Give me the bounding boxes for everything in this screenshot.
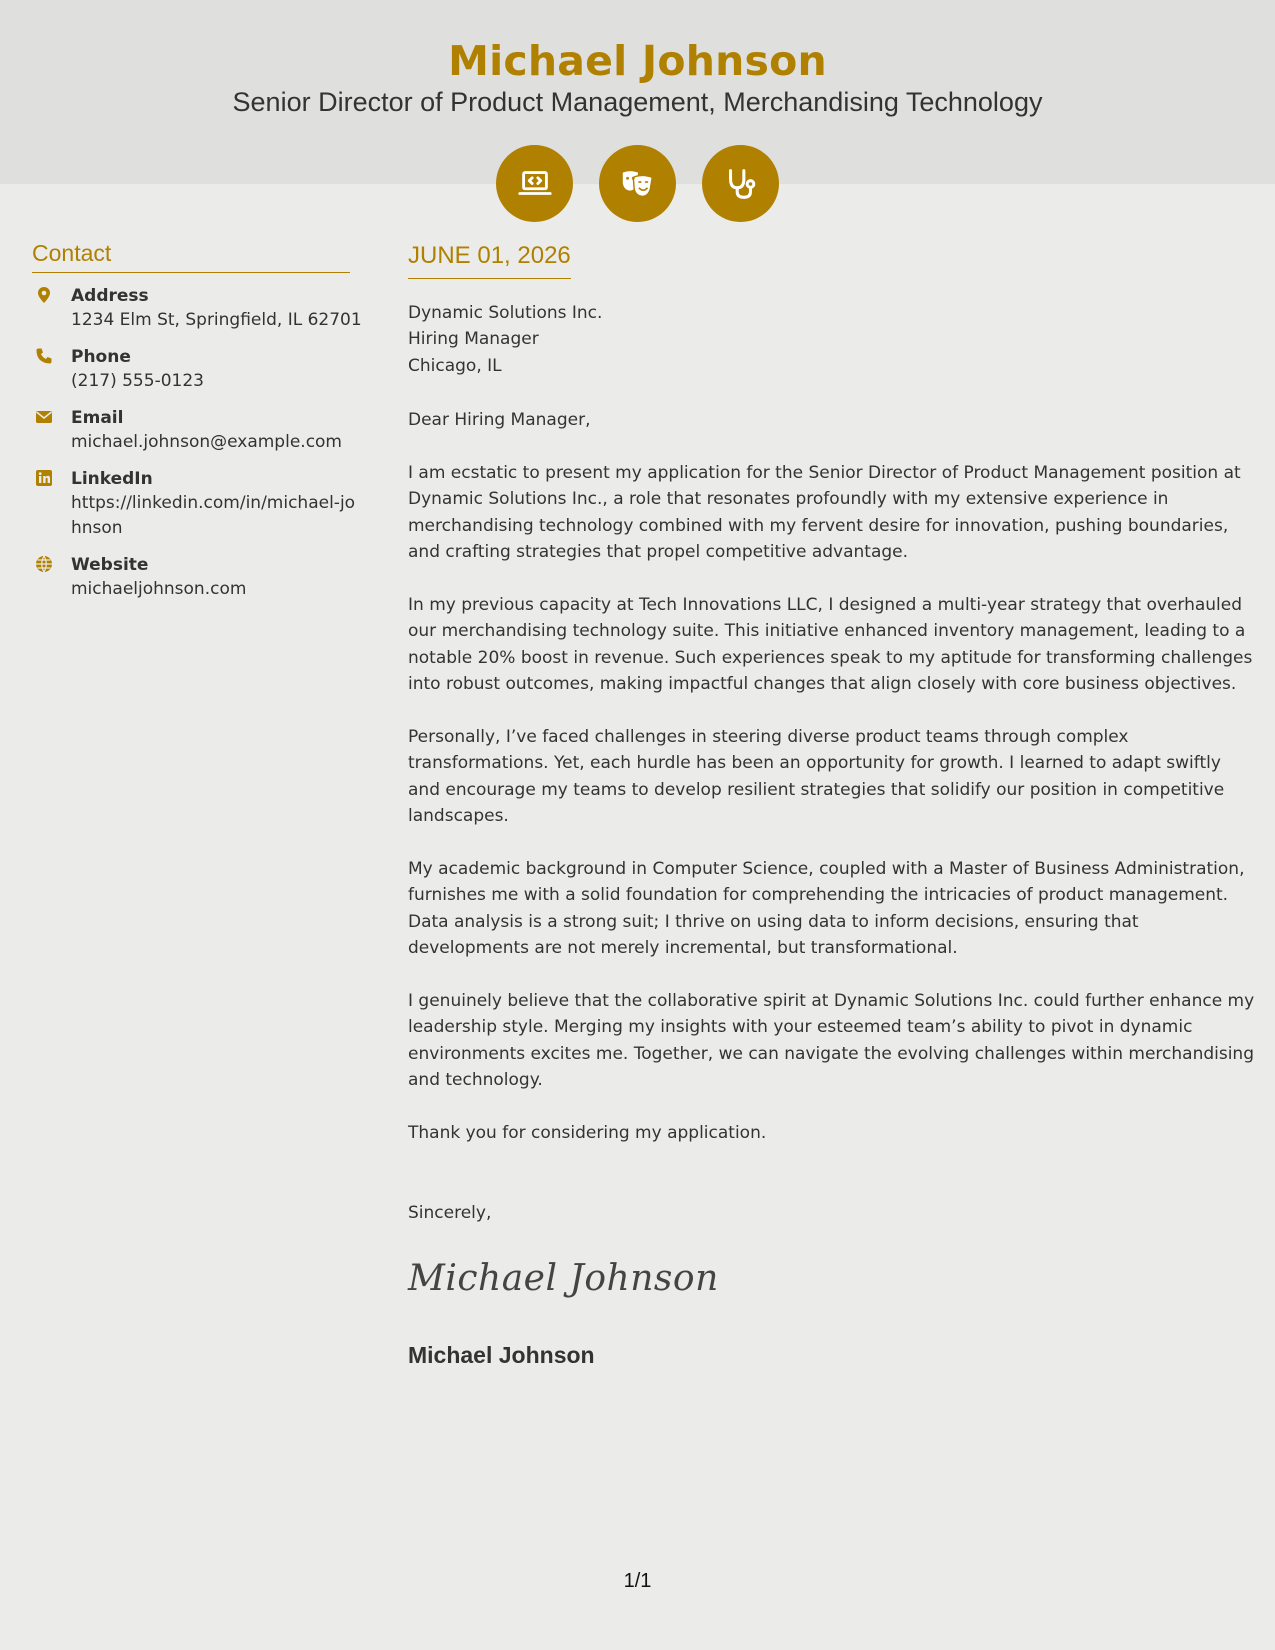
theater-masks-icon [619, 165, 657, 203]
contact-label: Phone [71, 347, 131, 367]
handwritten-signature: Michael Johnson [408, 1258, 719, 1299]
contact-item-email [32, 406, 362, 455]
location-pin-icon [35, 286, 53, 304]
greeting: Dear Hiring Manager, [408, 410, 591, 431]
contact-item-address [32, 284, 362, 333]
contact-item-linkedin [32, 467, 362, 541]
badge-row [496, 145, 779, 222]
paragraph: My academic background in Computer Science, coupled with a Master of Business Administration, furnishes me with a solid foundation for comprehending the intricacies of product management. Data analysis is a strong suit; I thrive on using data to inform decisions, ensuring that developments are not merely incremental, but transformational. [408, 859, 1245, 959]
recipient-company: Dynamic Solutions Inc. [408, 303, 603, 323]
laptop-code-icon [516, 165, 554, 203]
recipient-block [408, 300, 1258, 379]
phone-icon [35, 347, 53, 365]
recipient-location: Chicago, IL [408, 355, 502, 376]
contact-value: (217) 555-0123 [71, 371, 204, 391]
website-link[interactable]: michaeljohnson.com [71, 579, 247, 599]
paragraph: Personally, I’ve faced challenges in steering diverse product teams through complex transformations. Yet, each hurdle has been an opportunity for growth. I learned to adapt swiftly and encourage my teams to develop resilient strategies that solidify our position in competitive landscapes. [408, 727, 1225, 827]
paragraph: I am ecstatic to present my application for the Senior Director of Product Management position at Dynamic Solutions Inc., a role that resonates profoundly with my extensive experience in merchandising technology combined with my fervent desire for innovation, pushing boundaries, and crafting strategies that propel competitive advantage. [408, 463, 1241, 563]
globe-icon [35, 555, 53, 573]
signed-name: Michael Johnson [408, 1342, 595, 1368]
linkedin-link[interactable]: https://linkedin.com/in/michael-johnson [71, 493, 356, 538]
email-link[interactable]: michael.johnson@example.com [71, 432, 342, 452]
badge-laptop-code [496, 145, 573, 222]
letter-date: JUNE 01, 2026 [408, 240, 571, 279]
paragraph: I genuinely believe that the collaborative spirit at Dynamic Solutions Inc. could further enhance my leadership style. Merging my insights with your esteemed team’s ability to pivot in dynamic environments excites me. Together, we can navigate the evolving challenges within merchandising and technology. [408, 991, 1255, 1091]
envelope-icon [35, 408, 53, 426]
contact-label: LinkedIn [71, 469, 153, 489]
contact-heading: Contact [32, 238, 350, 273]
contact-label: Website [71, 555, 149, 575]
linkedin-icon [35, 469, 53, 487]
job-title: Senior Director of Product Management, Merchandising Technology [232, 87, 1043, 117]
stethoscope-icon [722, 165, 760, 203]
closing: Sincerely, [408, 1202, 492, 1223]
badge-stethoscope [702, 145, 779, 222]
contact-label: Address [71, 286, 149, 306]
paragraph: Thank you for considering my application. [408, 1123, 767, 1144]
letter-body [408, 300, 1258, 1252]
recipient-role: Hiring Manager [408, 329, 539, 350]
paragraph: In my previous capacity at Tech Innovations LLC, I designed a multi-year strategy that overhauled our merchandising technology suite. This initiative enhanced inventory management, leading to a notable 20% boost in revenue. Such experiences speak to my aptitude for transforming challenges into robust outcomes, making impactful changes that align closely with core business objectives. [408, 595, 1253, 695]
applicant-name: Michael Johnson [448, 37, 827, 85]
page-number: 1/1 [623, 1570, 652, 1592]
badge-theater-masks [599, 145, 676, 222]
contact-item-website [32, 553, 362, 602]
contact-list [32, 284, 362, 614]
contact-item-phone [32, 345, 362, 394]
contact-label: Email [71, 408, 124, 428]
contact-value: 1234 Elm St, Springfield, IL 62701 [71, 310, 362, 330]
